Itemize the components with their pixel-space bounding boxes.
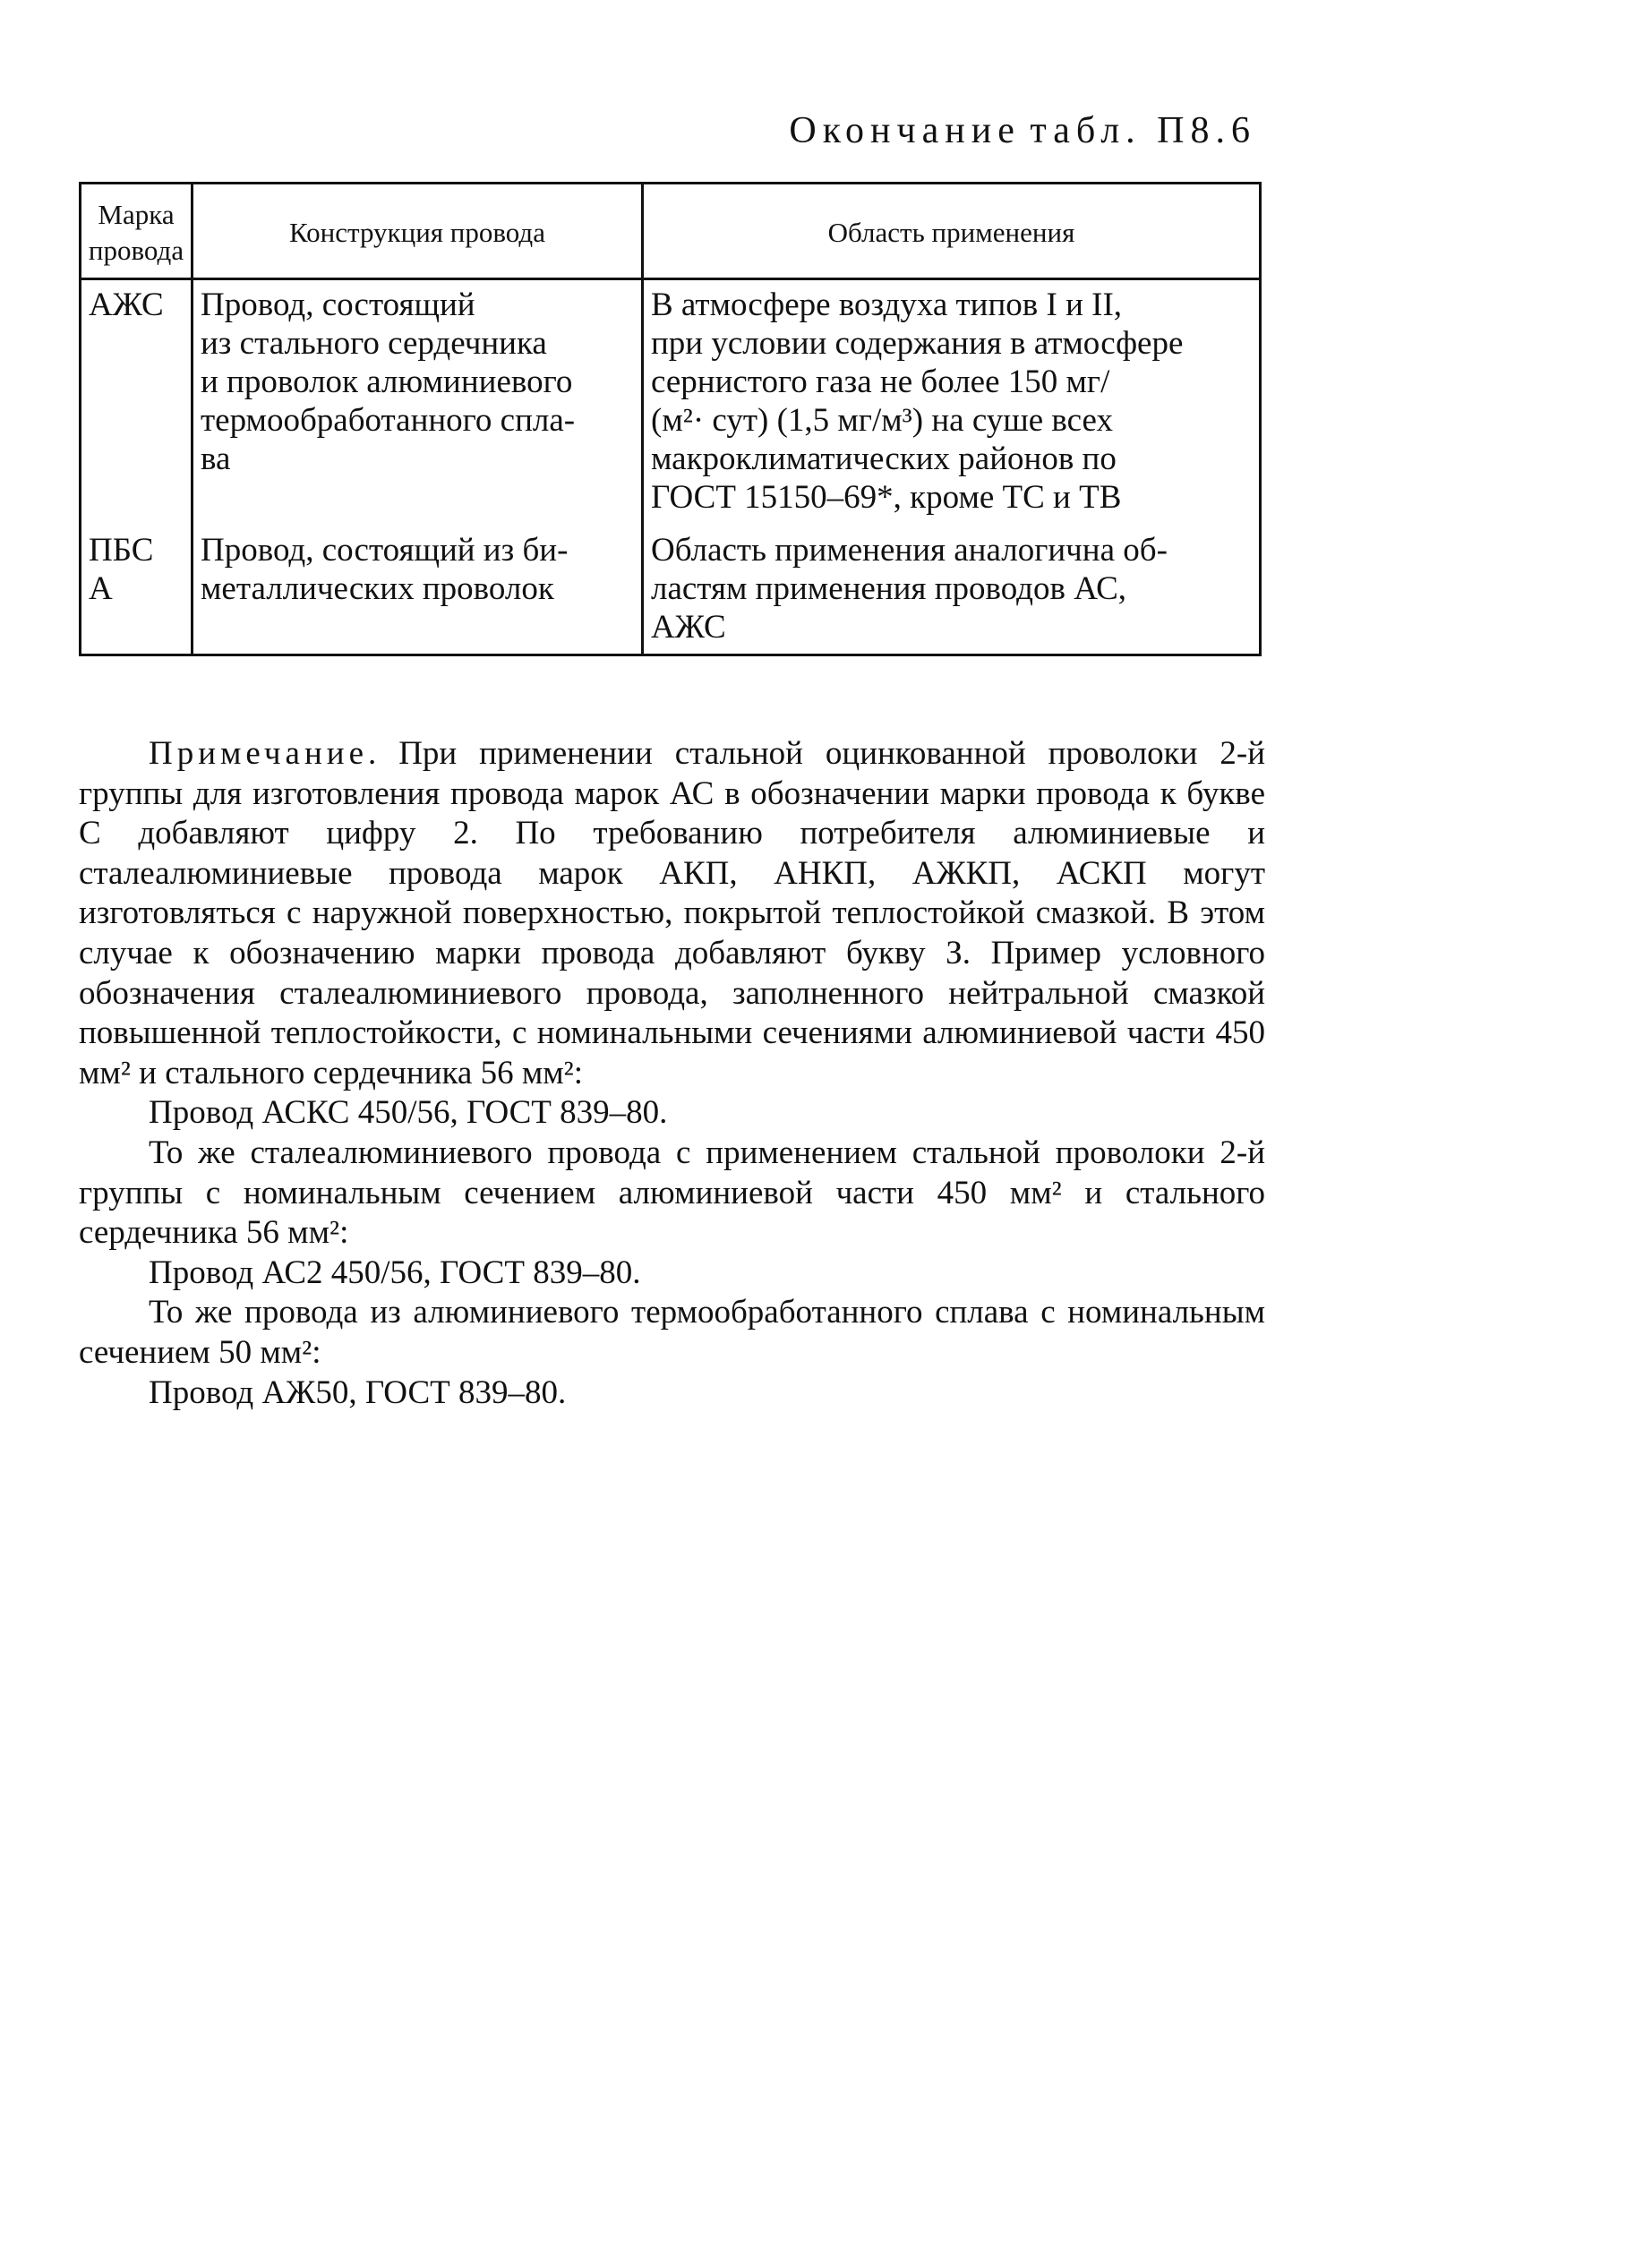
cell-mark: ПБС А xyxy=(81,529,193,655)
cell-application: В атмосфере воздуха типов I и II, при условии содержания в атмосфере сернистого газа не более 150 мг/ (м²· сут) (1,5 мг/м³) на суше всех макроклиматических районов по ГОСТ 15150–69*, кроме ТС и ТВ xyxy=(643,279,1261,530)
cell-application: Область применения аналогична об- ластям применения проводов АС, АЖС xyxy=(643,529,1261,655)
table-row xyxy=(81,279,1261,530)
column-header-construction: Конструкция провода xyxy=(193,184,643,279)
note-block xyxy=(79,734,1265,1413)
table-header-row xyxy=(81,184,1261,279)
note-paragraph-3: То же провода из алюминиевого термообработанного сплава с номинальным сечением 50 мм²: xyxy=(79,1294,1265,1371)
continuation-word: Окончание xyxy=(789,110,1021,151)
example-designation-3: Провод АЖ50, ГОСТ 839–80. xyxy=(149,1374,567,1411)
note-label: Примечание xyxy=(149,735,368,772)
table-continuation-caption xyxy=(789,107,1256,154)
wire-table xyxy=(79,182,1262,656)
note-text: . При применении стальной оцинкованной проволоки 2-й группы для изготовления провода марок АС в обозначении марки провода к букве С добавляют цифру 2. По требованию потребителя алюминиевые и сталеалюминиевые провода марок АКП, АНКП, АЖКП, АСКП могут изготовляться с наружной поверхностью, покрытой теплостойкой смазкой. В этом случае к обозначению марки провода добавляют букву З. Пример условного обозначения сталеалюминиевого провода, заполненного нейтральной смазкой повышенной теплостойкости, с номинальными сечениями алюминиевой части 450 мм² и стального сердечника 56 мм²: xyxy=(79,735,1265,1091)
cell-construction: Провод, состоящий из би- металлических проволок xyxy=(193,529,643,655)
column-header-mark: Марка провода xyxy=(81,184,193,279)
cell-mark: АЖС xyxy=(81,279,193,530)
note-paragraph-2: То же сталеалюминиевого провода с применением стальной проволоки 2-й группы с номинальным сечением алюминиевой части 450 мм² и стального сердечника 56 мм²: xyxy=(79,1134,1265,1252)
column-header-application: Область применения xyxy=(643,184,1261,279)
note-paragraph xyxy=(79,734,1265,1093)
example-designation-1: Провод АСКС 450/56, ГОСТ 839–80. xyxy=(149,1094,668,1132)
example-designation-2: Провод АС2 450/56, ГОСТ 839–80. xyxy=(149,1254,641,1291)
cell-construction: Провод, состоящий из стального сердечника и проволок алюминиевого термообработанного спла- ва xyxy=(193,279,643,530)
table-row xyxy=(81,529,1261,655)
continuation-table-ref: табл. П8.6 xyxy=(1030,110,1256,151)
